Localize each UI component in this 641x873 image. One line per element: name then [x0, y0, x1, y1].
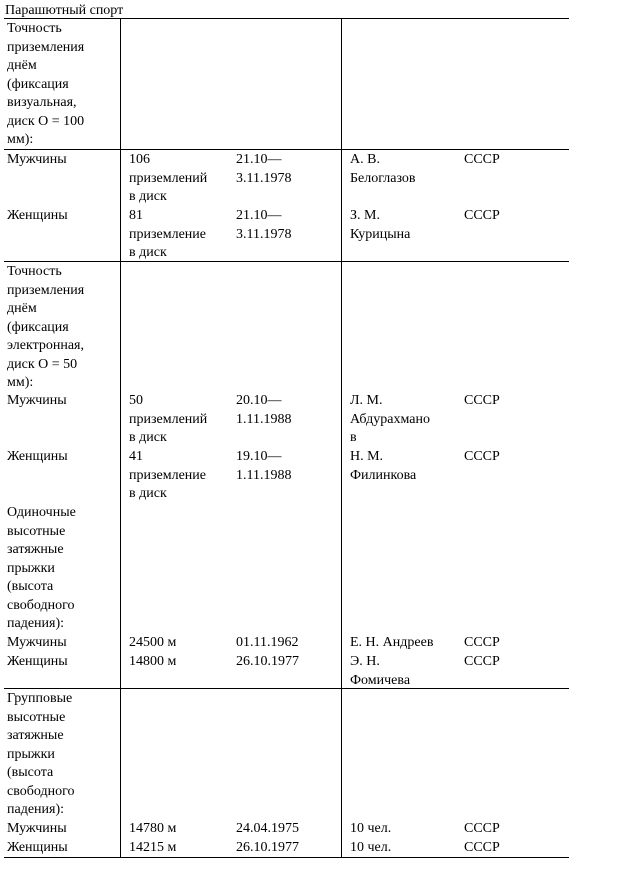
record-result-cell: [129, 820, 176, 839]
record-category-cell-line: Женщины: [7, 449, 68, 464]
section-header-line: (высота: [7, 765, 54, 780]
section-header: [7, 690, 74, 820]
record-date-cell-line: 3.11.1978: [236, 170, 292, 186]
record-name-cell: [350, 151, 416, 188]
section-header-line: электронная,: [7, 338, 84, 353]
record-date-cell: [236, 653, 299, 672]
record-date-cell: [236, 839, 299, 858]
section-header-line: диск О = 100: [7, 113, 85, 129]
record-country-cell-line: СССР: [464, 635, 500, 650]
section-header-line: свободного: [7, 783, 75, 799]
record-country-cell-line: СССР: [464, 393, 500, 408]
record-date-cell-line: 21.10—: [236, 208, 282, 223]
record-name-cell-line: Л. М.: [350, 393, 383, 408]
record-name-cell-line: Фомичева: [350, 672, 411, 688]
record-date-cell-line: 21.10—: [236, 152, 282, 167]
section-2-border: [4, 261, 569, 262]
record-country-cell: [464, 448, 500, 467]
section-header: [7, 20, 84, 150]
record-date-cell-line: 24.04.1975: [236, 821, 299, 836]
record-category-cell: [7, 448, 68, 467]
record-result-cell-line: приземление: [129, 226, 206, 242]
record-name-cell-line: Е. Н. Андреев: [350, 635, 434, 650]
section-header: [7, 263, 84, 393]
section-header-line: приземления: [7, 282, 85, 298]
record-country-cell: [464, 392, 500, 411]
record-country-cell-line: СССР: [464, 654, 500, 669]
section-header-line: днём: [7, 301, 37, 316]
record-result-cell: [129, 151, 207, 207]
record-name-cell: [350, 839, 391, 858]
section-header-line: Точность: [7, 264, 62, 279]
section-header-line: приземления: [7, 39, 85, 55]
record-country-cell-line: СССР: [464, 152, 500, 167]
record-result-cell: [129, 392, 207, 448]
record-name-cell-line: А. В.: [350, 152, 380, 167]
record-name-cell-line: в: [350, 430, 357, 445]
record-name-cell-line: 10 чел.: [350, 821, 392, 836]
record-result-cell-line: 50: [129, 393, 143, 408]
section-header-line: Групповые: [7, 691, 73, 706]
section-header-line: прыжки: [7, 746, 55, 762]
record-name-cell: [350, 207, 410, 244]
record-name-cell: [350, 634, 433, 653]
record-date-cell: [236, 820, 299, 839]
record-result-cell-line: приземление: [129, 467, 206, 483]
record-name-cell-line: Абдурахмано: [350, 411, 430, 427]
section-header-line: визуальная,: [7, 95, 77, 110]
record-category-cell-line: Мужчины: [7, 393, 67, 408]
record-name-cell: [350, 653, 410, 690]
record-result-cell-line: 14780 м: [129, 821, 177, 836]
record-date-cell-line: 01.11.1962: [236, 635, 299, 650]
record-result-cell-line: в диск: [129, 189, 167, 204]
record-result-cell: [129, 653, 176, 672]
record-result-cell-line: 24500 м: [129, 635, 177, 650]
record-result-cell-line: приземлений: [129, 170, 208, 186]
subsection-header-line: затяжные: [7, 542, 64, 557]
record-date-cell-line: 20.10—: [236, 393, 282, 408]
record-name-cell: [350, 392, 430, 448]
record-result-cell-line: в диск: [129, 430, 167, 445]
record-name-cell-line: Белоглазов: [350, 170, 416, 186]
record-date-cell: [236, 207, 291, 244]
record-category-cell-line: Мужчины: [7, 635, 67, 650]
subsection-header-line: (высота: [7, 579, 54, 594]
record-date-cell: [236, 634, 298, 653]
record-date-cell: [236, 392, 291, 429]
section-header-line: днём: [7, 58, 37, 73]
record-result-cell-line: в диск: [129, 486, 167, 501]
record-result-cell: [129, 839, 176, 858]
record-country-cell: [464, 839, 500, 858]
record-name-cell: [350, 820, 391, 839]
section-3-border: [4, 688, 569, 689]
record-result-cell-line: 81: [129, 208, 143, 223]
record-date-cell-line: 3.11.1978: [236, 226, 292, 242]
record-name-cell-line: 10 чел.: [350, 840, 392, 855]
record-category-cell: [7, 839, 68, 858]
record-result-cell-line: 14215 м: [129, 840, 177, 855]
record-name-cell-line: Курицына: [350, 226, 411, 242]
section-header-line: мм):: [7, 375, 34, 390]
record-date-cell: [236, 151, 291, 188]
section-header-line: высотные: [7, 709, 66, 725]
subsection-header-line: Одиночные: [7, 505, 76, 520]
column-divider-right: [341, 18, 342, 857]
record-country-cell: [464, 207, 500, 226]
record-category-cell: [7, 392, 67, 411]
table-top-border: [4, 18, 569, 19]
section-header-line: (фиксация: [7, 319, 69, 335]
subsection-header-line: свободного: [7, 597, 75, 613]
record-name-cell-line: Филинкова: [350, 467, 417, 483]
record-name-cell: [350, 448, 416, 485]
subsection-header-line: высотные: [7, 523, 66, 539]
subsection-header-line: прыжки: [7, 560, 55, 576]
record-date-cell: [236, 448, 291, 485]
record-name-cell-line: З. М.: [350, 208, 380, 223]
record-category-cell: [7, 653, 68, 672]
record-date-cell-line: 1.11.1988: [236, 467, 292, 483]
record-category-cell-line: Женщины: [7, 654, 68, 669]
record-name-cell-line: Н. М.: [350, 449, 384, 464]
record-category-cell-line: Мужчины: [7, 821, 67, 836]
record-category-cell: [7, 151, 67, 170]
column-divider-left: [120, 18, 121, 857]
record-result-cell-line: в диск: [129, 245, 167, 260]
section-1-divider: [4, 149, 569, 150]
section-header-line: затяжные: [7, 728, 64, 743]
record-country-cell-line: СССР: [464, 449, 500, 464]
record-category-cell: [7, 207, 68, 226]
record-country-cell: [464, 151, 500, 170]
record-result-cell-line: 41: [129, 449, 143, 464]
section-header-line: диск О = 50: [7, 356, 78, 372]
record-date-cell-line: 1.11.1988: [236, 411, 292, 427]
record-result-cell-line: приземлений: [129, 411, 208, 427]
page-title: Парашютный спорт: [5, 3, 124, 18]
record-result-cell: [129, 448, 206, 504]
record-country-cell: [464, 820, 500, 839]
record-result-cell: [129, 634, 176, 653]
record-name-cell-line: Э. Н.: [350, 654, 380, 669]
record-country-cell-line: СССР: [464, 840, 500, 855]
record-category-cell-line: Мужчины: [7, 152, 67, 167]
record-category-cell-line: Женщины: [7, 208, 68, 223]
record-category-cell: [7, 820, 67, 839]
subsection-header: [7, 504, 76, 634]
record-result-cell: [129, 207, 206, 263]
record-country-cell-line: СССР: [464, 821, 500, 836]
section-header-line: Точность: [7, 21, 62, 36]
section-header-line: (фиксация: [7, 76, 69, 92]
record-category-cell: [7, 634, 67, 653]
record-result-cell-line: 106: [129, 152, 150, 167]
record-country-cell-line: СССР: [464, 208, 500, 223]
section-header-line: мм):: [7, 132, 34, 147]
record-date-cell-line: 26.10.1977: [236, 654, 299, 669]
record-date-cell-line: 26.10.1977: [236, 840, 299, 855]
record-result-cell-line: 14800 м: [129, 654, 177, 669]
record-country-cell: [464, 653, 500, 672]
section-header-line: падения):: [7, 802, 65, 817]
record-category-cell-line: Женщины: [7, 840, 68, 855]
record-date-cell-line: 19.10—: [236, 449, 282, 464]
record-country-cell: [464, 634, 500, 653]
subsection-header-line: падения):: [7, 616, 65, 631]
